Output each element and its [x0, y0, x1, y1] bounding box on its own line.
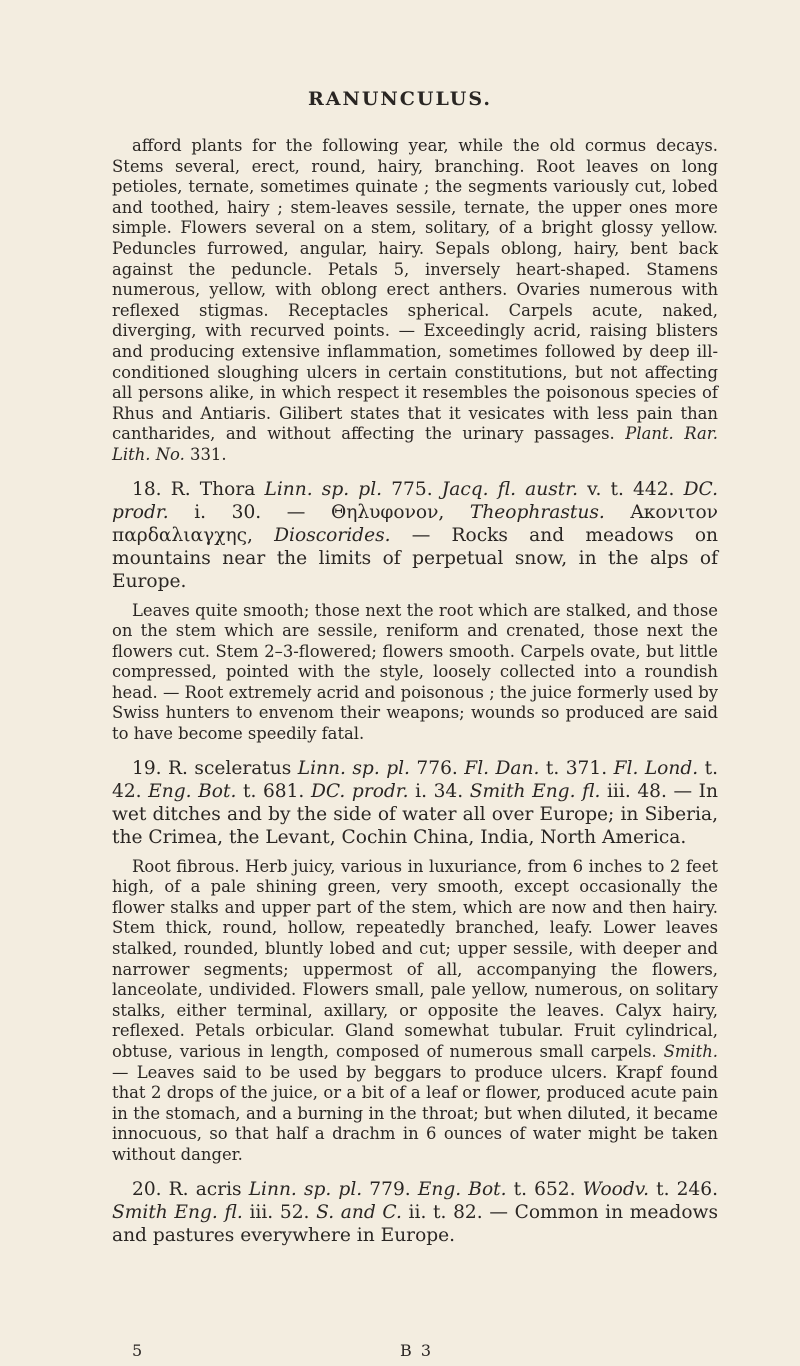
text-run: 775.	[382, 478, 442, 500]
text-run: 776.	[409, 757, 465, 779]
text-run: Ακονιτον παρδαλιαγχης,	[112, 501, 718, 546]
citation-italic: Linn. sp. pl.	[297, 757, 410, 779]
text-run: 18. R. Thora	[132, 478, 265, 500]
citation-italic: Linn. sp. pl.	[248, 1178, 363, 1200]
text-run: t. 681.	[236, 780, 311, 802]
text-run: ii. t. 82. — Common in meadows and pastures everywhere in Europe.	[112, 1201, 718, 1246]
citation-italic: Theophrastus.	[469, 501, 605, 523]
citation-italic: Smith Eng. fl.	[469, 780, 601, 802]
text-run: t. 652.	[506, 1178, 583, 1200]
body-text	[112, 136, 718, 1255]
text-run: Root fibrous. Herb juicy, various in luxuriance, from 6 inches to 2 feet high, of a pale shining green, very smooth, except occasionally the flower stalks and upper part of the stem, which are now and then hairy. Stem thick, round, hollow, repeatedly branched, leafy. Lower leaves stalked, rounded, bluntly lobed and cut; upper sessile, with deeper and narrower segments; uppermost of all, accompanying the flowers, lanceolate, undivided. Flowers small, pale yellow, numerous, on solitary stalks, either terminal, axillary, or opposite the leaves. Calyx hairy, reflexed. Petals orbicular. Gland somewhat tubular. Fruit cylindrical, obtuse, various in length, composed of numerous small carpels.	[112, 856, 718, 1061]
text-run: iii. 48. — In wet ditches and by the side of water all over Europe; in Siberia, the Crimea, the Levant, Cochin China, India, North America.	[112, 780, 718, 848]
running-head: RANUNCULUS.	[307, 88, 493, 110]
species-entry-heading	[112, 1178, 718, 1247]
text-run: — Leaves said to be used by beggars to produce ulcers. Krapf found that 2 drops of the juice, or a bit of a leaf or flower, produced acute pain in the stomach, and a burning in the throat; but when diluted, it became innocuous, so that half a drachm in 6 ounces of water might be taken without danger.	[112, 1062, 718, 1164]
citation-italic: Dioscorides.	[274, 524, 391, 546]
citation-italic: Smith.	[663, 1042, 718, 1061]
text-run: i. 34.	[408, 780, 470, 802]
text-run: 331.	[184, 444, 227, 464]
text-run: t. 42.	[112, 757, 719, 802]
citation-italic: S. and C.	[316, 1201, 402, 1223]
citation-italic: Linn. sp. pl.	[264, 478, 383, 500]
text-run: t. 371.	[539, 757, 614, 779]
text-run: iii. 52.	[242, 1201, 317, 1223]
text-run: afford plants for the following year, while the old cormus decays. Stems several, erect, round, hairy, branching. Root leaves on long petioles, ternate, sometimes quinate ; the segments variously cut, lobed and toothed, hairy ; stem-leaves sessile, ternate, the upper ones more simple. Flowers several on a stem, solitary, of a bright glossy yellow. Peduncles furrowed, angular, hairy. Sepals oblong, hairy, bent back against the peduncle. Petals 5, inversely heart-shaped. Stamens numerous, yellow, with oblong erect anthers. Ovaries numerous with reflexed stigmas. Receptacles spherical. Carpels acute, naked, diverging, with recurved points. — Exceedingly acrid, raising blisters and producing extensive inflammation, sometimes followed by deep ill-conditioned sloughing ulcers in certain constitutions, but not affecting all persons alike, in which respect it resembles the poisonous species of Rhus and Antiaris. Gilibert states that it vesicates with less pain than cantharides, and without affecting the urinary passages.	[112, 136, 718, 444]
citation-italic: Eng. Bot.	[417, 1178, 507, 1200]
citation-italic: Fl. Lond.	[613, 757, 699, 779]
citation-italic: Jacq. fl. austr.	[441, 478, 578, 500]
citation-italic: Eng. Bot.	[148, 780, 237, 802]
citation-italic: Plant. Rar. Lith. No.	[112, 424, 718, 464]
text-run: Leaves quite smooth; those next the root which are stalked, and those on the stem which are sessile, reniform and crenated, those next the flowers cut. Stem 2–3-flowered; flowers smooth. Carpels ovate, but little compressed, pointed with the style, loosely collected into a roundish head. — Root extremely acrid and poisonous ; the juice formerly used by Swiss hunters to envenom their weapons; wounds so produced are said to have become speedily fatal.	[112, 600, 718, 744]
text-run: v. t. 442.	[578, 478, 684, 500]
description-paragraph	[112, 601, 718, 745]
citation-italic: Woodv.	[582, 1178, 649, 1200]
text-run: — Rocks and meadows on mountains near the limits of perpetual snow, in the alps of Europe.	[112, 524, 718, 592]
text-run: i. 30. — Θηλυφονον,	[168, 501, 470, 523]
citation-italic: Fl. Dan.	[464, 757, 540, 779]
species-entry-heading	[112, 478, 718, 593]
citation-italic: DC. prodr.	[112, 478, 718, 523]
citation-italic: Smith Eng. fl.	[112, 1201, 243, 1223]
description-paragraph	[112, 136, 718, 466]
species-entry-heading	[112, 757, 718, 849]
signature-mark: B 3	[400, 1341, 434, 1360]
text-run: 20. R. acris	[132, 1178, 249, 1200]
text-run: 19. R. sceleratus	[132, 757, 298, 779]
page-number: 5	[132, 1341, 143, 1360]
text-run: 779.	[362, 1178, 418, 1200]
citation-italic: DC. prodr.	[310, 780, 409, 802]
description-paragraph	[112, 857, 718, 1166]
text-run: t. 246.	[649, 1178, 719, 1200]
